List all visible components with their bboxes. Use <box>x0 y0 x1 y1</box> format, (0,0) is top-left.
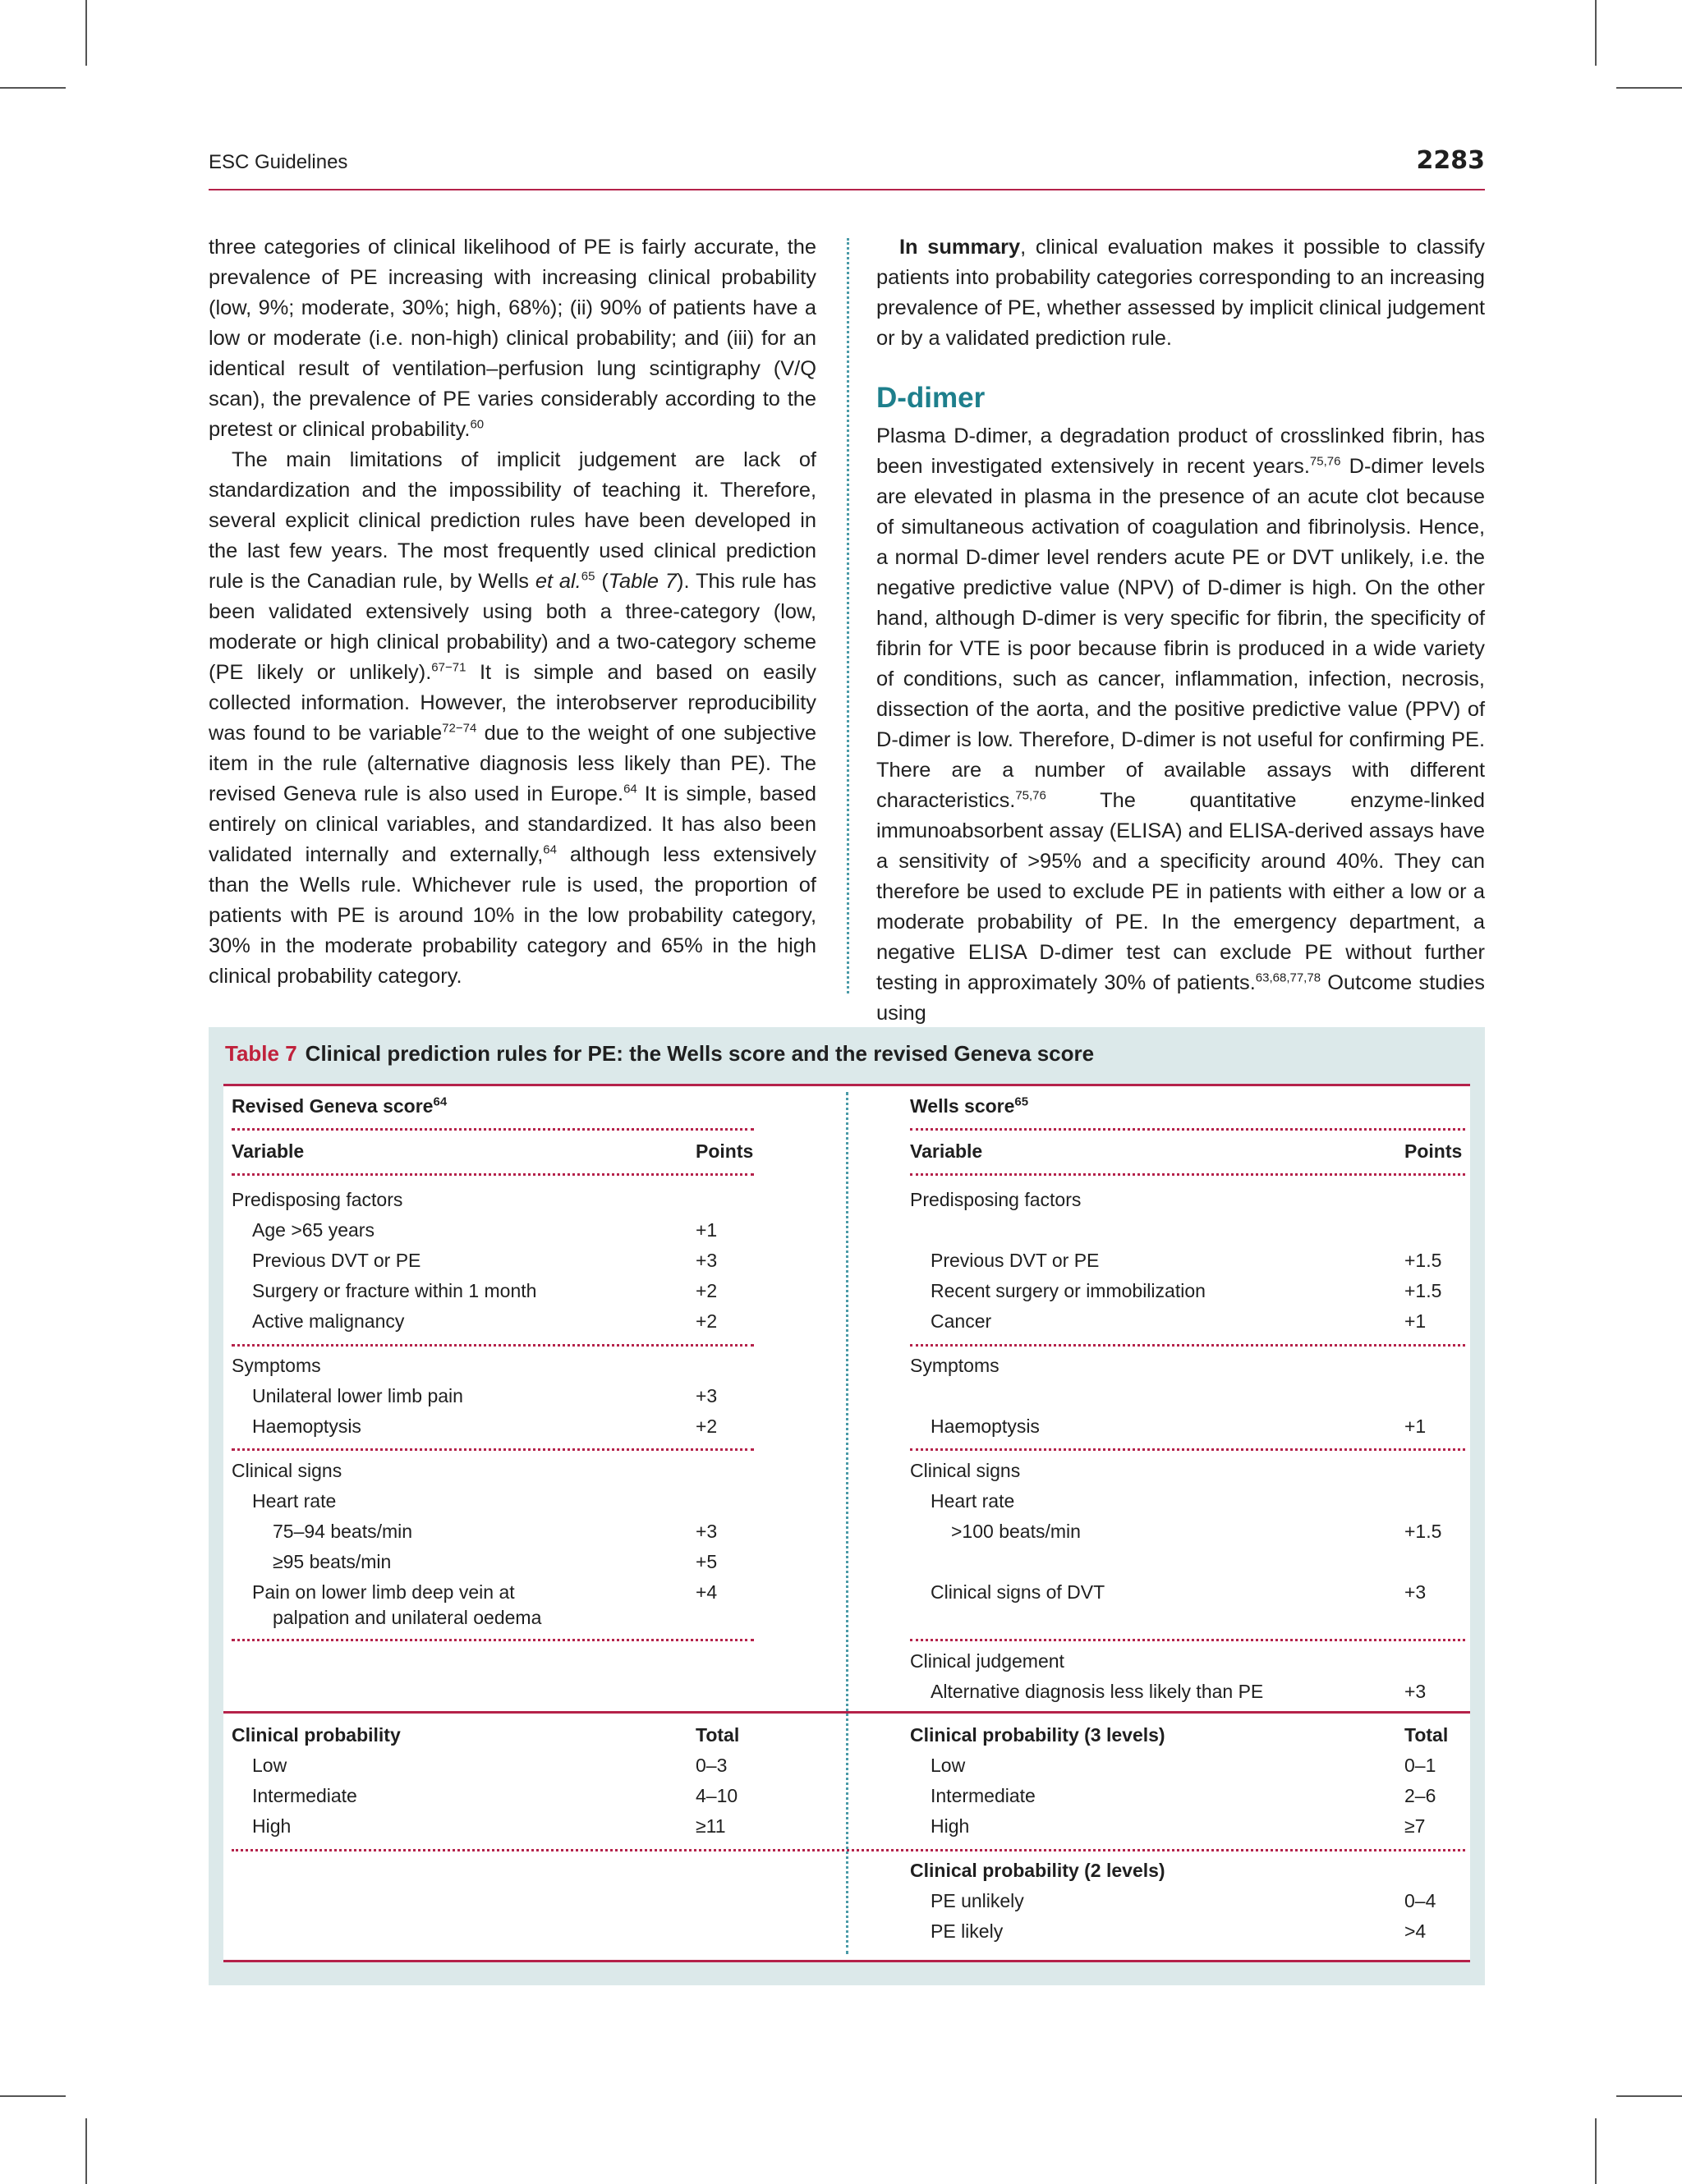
rule <box>232 1849 1465 1851</box>
wells-variable: Recent surgery or immobilization <box>931 1280 1206 1301</box>
table-top-rule <box>223 1084 1470 1086</box>
geneva-group: Symptoms <box>232 1355 321 1376</box>
geneva-col-variable: Variable <box>232 1140 305 1162</box>
wells-prob-total: Total <box>1404 1724 1449 1746</box>
wells-points: +1 <box>1404 1310 1427 1332</box>
rule <box>232 1448 754 1451</box>
crop-mark <box>1595 2118 1597 2184</box>
column-divider <box>847 238 849 993</box>
paragraph: The main limitations of implicit judgement are lack of standardization and the impossibility of teaching it. Therefore, several explicit clinical prediction rules have been developed in the last few years. The most frequently used clinical prediction rule is the Canadian rule, by Wells et al.$^{65}$ (Table 7). This rule has been validated extensively using both a three-category (low, moderate or high clinical probability) and a two-category scheme (PE likely or unlikely).$^{67-71}$ It is simple and based on easily collected information. However, the interobserver reproducibility was found to be variable$^{72-74}$ due to the weight of one subjective item in the rule (alternative diagnosis less likely than PE). The revised Geneva rule is also used in Europe.$^{64}$ It is simple, based entirely on clinical variables, and standardized. It has also been validated internally and externally,$^{64}$ although less extensively than the Wells rule. Whichever rule is used, the proportion of patients with PE is around 10% in the low probability category, 30% in the moderate probability category and 65% in the high clinical probability category. <box>209 448 817 988</box>
wells-prob-level: PE unlikely <box>931 1890 1024 1911</box>
section-title: D-dimer <box>876 382 986 414</box>
wells-points: +3 <box>1404 1581 1427 1603</box>
geneva-variable: 75–94 beats/min <box>273 1521 413 1542</box>
rule <box>910 1128 1465 1131</box>
crop-mark <box>1616 87 1682 89</box>
wells-variable: Heart rate <box>931 1490 1015 1512</box>
probability-rule <box>223 1711 1470 1714</box>
right-column <box>876 232 1485 1029</box>
page-number: 2283 <box>1416 146 1485 175</box>
table-divider <box>846 1092 848 1954</box>
wells-prob-level: PE likely <box>931 1920 1004 1942</box>
wells-group: Clinical judgement <box>910 1650 1064 1672</box>
geneva-variable: Surgery or fracture within 1 month <box>252 1280 537 1301</box>
rule <box>232 1639 754 1641</box>
geneva-points: +3 <box>696 1250 718 1271</box>
wells-points: +1 <box>1404 1415 1427 1437</box>
rule <box>910 1173 1465 1176</box>
summary-paragraph: In summary, clinical evaluation makes it possible to classify patients into probability categories corresponding to an increasing prevalence of PE, whether assessed by implicit clinical judgement or by a validated prediction rule. <box>876 236 1485 350</box>
header-rule <box>209 189 1485 190</box>
geneva-points: +3 <box>696 1385 718 1406</box>
wells-prob-score: ≥7 <box>1404 1815 1426 1837</box>
geneva-variable: Pain on lower limb deep vein at <box>252 1581 515 1603</box>
crop-mark <box>85 0 87 66</box>
paragraph: Plasma D-dimer, a degradation product of crosslinked fibrin, has been investigated extensively in recent years.$^{75,76}$ D-dimer levels are elevated in plasma in the presence of an acute clot because of simultaneous activation of coagulation and fibrinolysis. Hence, a normal D-dimer level renders acute PE or DVT unlikely, i.e. the negative predictive value (NPV) of D-dimer is high. On the other hand, although D-dimer is very specific for fibrin, the specificity of fibrin for VTE is poor because fibrin is produced in a wide variety of conditions, such as cancer, inflammation, infection, necrosis, dissection of the aorta, and the positive predictive value (PPV) of D-dimer is low. Therefore, D-dimer is not useful for confirming PE. There are a number of available assays with different characteristics.$^{75,76}$ The quantitative enzyme-linked immunoabsorbent assay (ELISA) and ELISA-derived assays have a sensitivity of >95% and a specificity around 40%. They can therefore be used to exclude PE in patients with either a low or a moderate probability of PE. In the emergency department, a negative ELISA D-dimer test can exclude PE without further testing in approximately 30% of patients.$^{63,68,77,78}$ Outcome studies using <box>876 424 1486 1025</box>
geneva-prob-total: Total <box>696 1724 740 1746</box>
crop-mark <box>1616 2095 1682 2097</box>
wells-variable: Cancer <box>931 1310 992 1332</box>
wells-group: Predisposing factors <box>910 1189 1082 1210</box>
geneva-prob-score: 4–10 <box>696 1785 738 1806</box>
rule <box>232 1344 754 1347</box>
geneva-points: +3 <box>696 1521 718 1542</box>
geneva-prob-level: High <box>252 1815 292 1837</box>
wells-points: +1.5 <box>1404 1521 1442 1542</box>
geneva-group: Clinical signs <box>232 1460 342 1481</box>
geneva-variable: Age >65 years <box>252 1219 375 1241</box>
rule <box>910 1344 1465 1347</box>
geneva-points: +5 <box>696 1551 718 1572</box>
wells-group: Clinical signs <box>910 1460 1021 1481</box>
crop-mark <box>0 2095 66 2097</box>
wells-group: Symptoms <box>910 1355 1000 1376</box>
geneva-title: Revised Geneva score$^{64}$ <box>232 1094 448 1117</box>
geneva-prob-level: Low <box>252 1755 287 1776</box>
left-column <box>209 232 816 992</box>
table-bottom-rule <box>223 1960 1470 1962</box>
wells-prob-score: >4 <box>1404 1920 1427 1942</box>
wells-prob2-title: Clinical probability (2 levels) <box>910 1860 1165 1881</box>
rule <box>232 1128 754 1131</box>
wells-prob-score: 0–1 <box>1404 1755 1436 1776</box>
wells-prob-score: 2–6 <box>1404 1785 1436 1806</box>
geneva-col-points: Points <box>696 1140 754 1162</box>
geneva-variable: palpation and unilateral oedema <box>273 1607 542 1628</box>
geneva-prob-title: Clinical probability <box>232 1724 401 1746</box>
wells-variable: Previous DVT or PE <box>931 1250 1100 1271</box>
geneva-prob-score: 0–3 <box>696 1755 728 1776</box>
geneva-points: +1 <box>696 1219 718 1241</box>
crop-mark <box>1595 0 1597 66</box>
wells-variable: Haemoptysis <box>931 1415 1040 1437</box>
geneva-group: Predisposing factors <box>232 1189 403 1210</box>
wells-points: +3 <box>1404 1681 1427 1702</box>
wells-title: Wells score$^{65}$ <box>910 1094 1029 1117</box>
table-caption: Table 7 Clinical prediction rules for PE: the Wells score and the revised Geneva score <box>225 1041 1095 1066</box>
rule <box>910 1639 1465 1641</box>
geneva-points: +2 <box>696 1415 718 1437</box>
wells-prob3-title: Clinical probability (3 levels) <box>910 1724 1165 1746</box>
crop-mark <box>85 2118 87 2184</box>
geneva-prob-score: ≥11 <box>696 1815 726 1837</box>
geneva-points: +2 <box>696 1310 718 1332</box>
rule <box>910 1448 1465 1451</box>
wells-variable: Alternative diagnosis less likely than PE <box>931 1681 1264 1702</box>
geneva-prob-level: Intermediate <box>252 1785 357 1806</box>
wells-points: +1.5 <box>1404 1280 1442 1301</box>
wells-variable: >100 beats/min <box>951 1521 1081 1542</box>
geneva-variable: ≥95 beats/min <box>273 1551 392 1572</box>
running-title: ESC Guidelines <box>209 151 348 173</box>
geneva-variable: Heart rate <box>252 1490 337 1512</box>
geneva-points: +2 <box>696 1280 718 1301</box>
wells-col-points: Points <box>1404 1140 1463 1162</box>
geneva-variable: Unilateral lower limb pain <box>252 1385 463 1406</box>
wells-variable: Clinical signs of DVT <box>931 1581 1105 1603</box>
crop-mark <box>0 87 66 89</box>
wells-prob-level: High <box>931 1815 970 1837</box>
wells-col-variable: Variable <box>910 1140 983 1162</box>
wells-prob-level: Low <box>931 1755 966 1776</box>
wells-prob-score: 0–4 <box>1404 1890 1436 1911</box>
geneva-points: +4 <box>696 1581 718 1603</box>
geneva-variable: Haemoptysis <box>252 1415 361 1437</box>
rule <box>232 1173 754 1176</box>
wells-points: +1.5 <box>1404 1250 1442 1271</box>
paragraph: three categories of clinical likelihood of PE is fairly accurate, the prevalence of PE increasing with increasing clinical probability (low, 9%; moderate, 30%; high, 68%); (ii) 90% of patients have a low or moderate (i.e. non-high) clinical probability; and (iii) for an identical result of ventilation–perfusion lung scintigraphy (V/Q scan), the prevalence of PE varies considerably according to the pretest or clinical probability.$^{60}$ <box>209 236 816 441</box>
wells-prob-level: Intermediate <box>931 1785 1036 1806</box>
geneva-variable: Active malignancy <box>252 1310 405 1332</box>
geneva-variable: Previous DVT or PE <box>252 1250 421 1271</box>
